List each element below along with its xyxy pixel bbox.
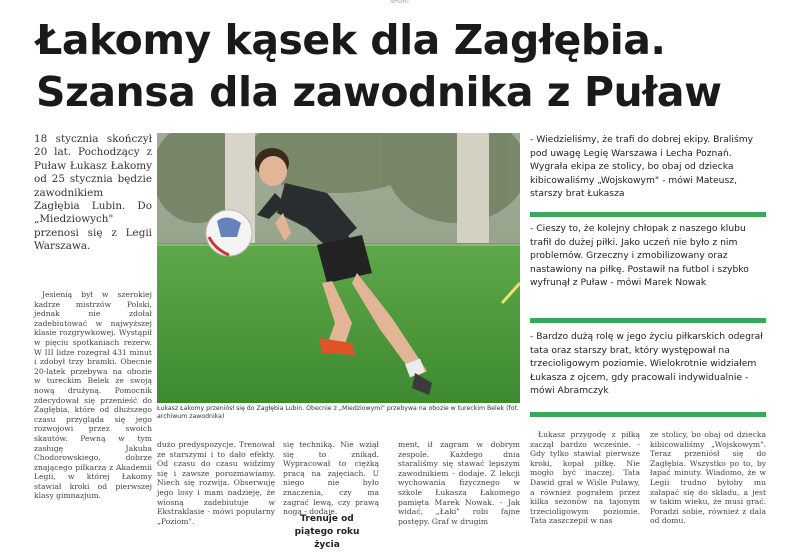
- body-column-1: [34, 290, 152, 501]
- body-column-3-text: się techniką. Nie wziął się to znikąd. Wypracował to ciężką pracą na zajęciach. U niego nie było znaczenia, czy ma zagrać lewą, czy prawą nogą - dodaje.: [283, 440, 379, 517]
- quote-divider-3: [530, 412, 766, 417]
- body-column-4-text: ment, ił zagram w dobrym zespole. Każdego dnia staraliśmy się stawać lepszym zawodnikiem - dodaje. Z lekcji wychowania fizycznego w szkole Łukasza Łakomego pamięta Marek Nowak. - Jak widać, „Łaki" robi fajne postępy. Graf w drugim: [398, 440, 520, 526]
- article-photo: [157, 133, 520, 403]
- section-subheading: Trenuje od piątego roku życia: [294, 514, 360, 550]
- body-column-3: [283, 440, 379, 517]
- quote-1: - Wiedzieliśmy, że trafi do dobrej ekipy. Braliśmy pod uwagę Legię Warszawa i Lecha Poznań. Wygrała ekipa ze stolicy, bo obaj od dziecka kibicowaliśmy „Wojskowym" - mówi Mateusz, starszy brat Łukasza: [530, 134, 754, 200]
- headline-line-2: Szansa dla zawodnika z Puław: [36, 68, 722, 116]
- football-icon: [206, 210, 252, 256]
- body-column-2: [157, 440, 275, 526]
- body-column-5-text: Łukasz przygodę z piłką zaczął bardzo wcześnie. - Gdy tylko stawiał pierwsze kroki, kopał piłkę. Nie mogło być inaczej. Tata Dawid grał w Wiśle Puławy, a również pograłem przez kilka sezonów na tajonym trzecioligowym poziomie. Tata zaszczepił w nas: [530, 430, 640, 526]
- headline-line-1: Łakomy kąsek dla Zagłębia.: [36, 16, 666, 64]
- body-column-4: [398, 440, 520, 526]
- body-column-1-text: Jesienią był w szerokiej kadrze mistrzów Polski, jednak nie zdołał zadebiutować w najwyższej klasie rozgrywkowej. Wystąpił w pięciu spotkaniach rezerw. W III lidze rozegrał 431 minut i zdobył trzy bramki. Obecnie 20-latek przebywa na obozie w tureckim Belek ze swoją nową drużyną. Pomocnik zdecydował się przenieść do Zagłębia, które od dłuższego czasu przygląda się jego rozwojowi przez swoich skautów. Pewną w tym zasługę Jakuba Chodorowskiego, dobrze znającego piłkarza z Akademii Legii, w której Łakomy stawiał kroki od pierwszej klasy gimnazjum.: [34, 290, 152, 501]
- body-column-5: [530, 430, 640, 526]
- quote-2: - Cieszy to, że kolejny chłopak z naszego klubu trafił do dużej piłki. Jako uczeń nie było z nim problemów. Grzeczny i zmobilizowany oraz nastawiony na piłkę. Postawił na futbol i szybko wyfrunął z Puław - mówi Marek Nowak: [530, 223, 749, 289]
- body-column-2-text: dużo predyspozycje. Trenował ze starszymi i to dało efekty. Od czasu do czasu widzimy się i zawsze porozmawiamy. Niech się rozwija. Obserwuję jego losy i mam nadzieję, że wiosną zadebiutuje w Ekstraklasie - mówi popularny „Poziom".: [157, 440, 275, 526]
- quote-3: - Bardzo dużą rolę w jego życiu piłkarskich odegrał tata oraz starszy brat, który występował na trzecioligowym poziomie. Wielokrotnie widziałem Łukasza z ojcem, gdy pracowali indywidualnie - mówi Abramczyk: [530, 331, 763, 397]
- kicker: SPORT: [390, 0, 410, 5]
- body-column-6-text: ze stolicy, bo obaj od dziecka kibicowaliśmy „Wojskowym". Teraz przeniósł się do Zagłębia. Wszystko po to, by łapać minuty. Wiadomo, że w Legii trudno byłoby mu załapać się do składu, a jest w takim wieku, że musi grać. Poradzi sobie, również z dala od domu.: [650, 430, 766, 526]
- quote-divider-2: [530, 318, 766, 323]
- quote-divider-1: [530, 212, 766, 217]
- body-column-6: [650, 430, 766, 526]
- headline: [36, 14, 776, 118]
- photo-caption: Łukasz Łakomy przeniósł się do Zagłębia Lubin. Obecnie z „Miedziowymi" przebywa na obozie w tureckim Belek (fot. archiwum zawodnika): [157, 405, 519, 420]
- lead-paragraph: 18 stycznia skończył 20 lat. Pochodzący z Puław Łukasz Łakomy od 25 stycznia będzie zawodnikiem Zagłębia Lubin. Do „Miedziowych" przenosi się z Legii Warszawa.: [34, 133, 152, 253]
